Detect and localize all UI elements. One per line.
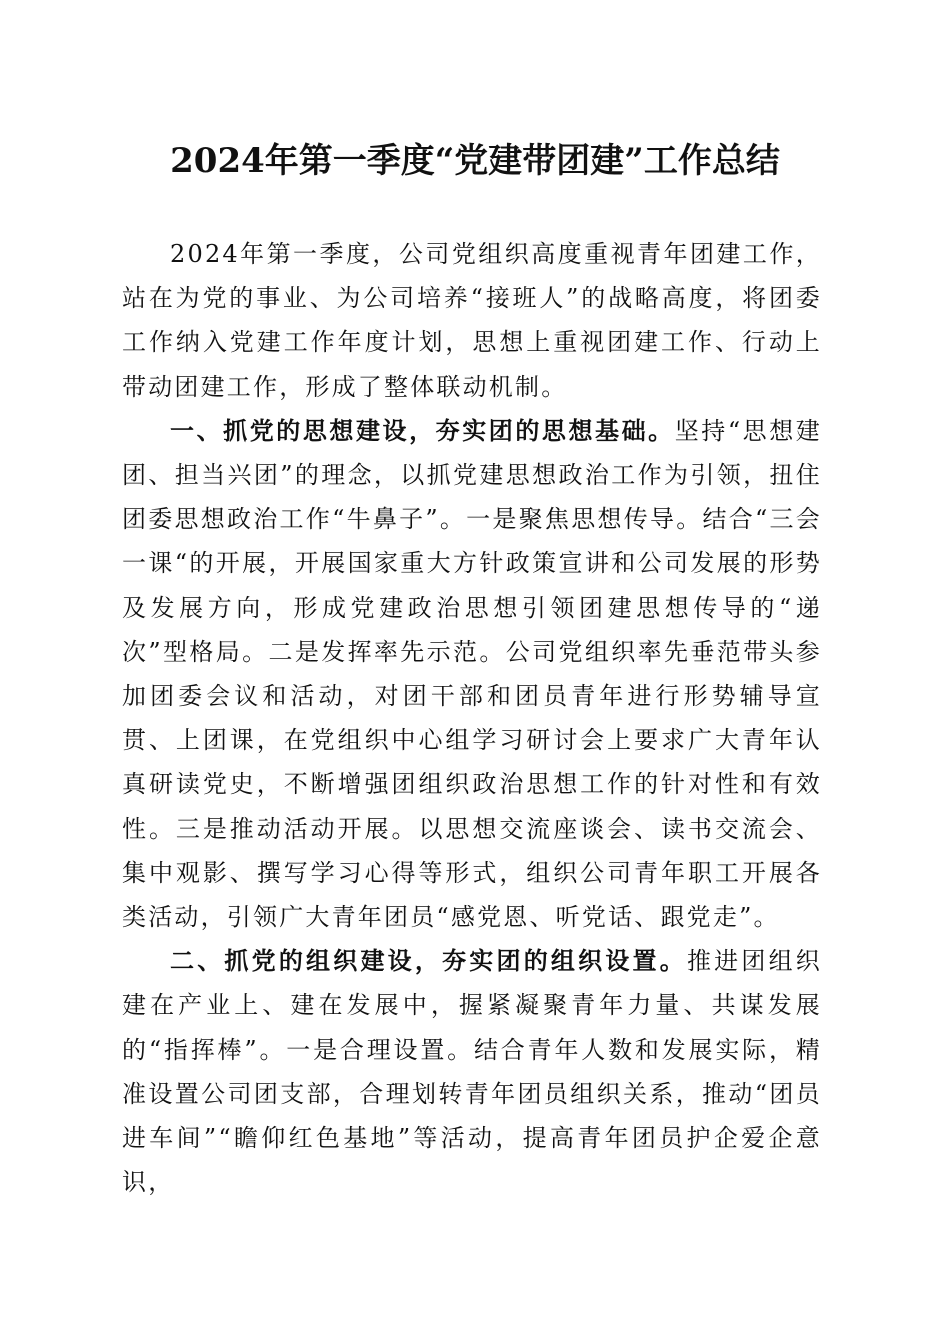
intro-paragraph <box>122 232 822 409</box>
document-title: 2024年第一季度“党建带团建”工作总结 <box>170 141 780 181</box>
section-2-heading: 二、抓党的组织建设，夯实团的组织设置。 <box>170 947 687 976</box>
section-2-paragraph <box>122 939 822 1204</box>
document-body <box>122 232 822 1204</box>
paragraph-text: 推进团组织建在产业上、建在发展中，握紧凝聚青年力量、共谋发展的“指挥棒”。一是合理设置。结合青年人数和发展实际，精准设置公司团支部，合理划转青年团员组织关系，推动“团员进车间”“瞻仰红色基地”等活动，提高青年团员护企爱企意识， <box>122 947 823 1197</box>
section-1-paragraph <box>122 409 822 939</box>
paragraph-text: 坚持“思想建团、担当兴团”的理念，以抓党建思想政治工作为引领，扭住团委思想政治工作“牛鼻子”。一是聚焦思想传导。结合“三会一课“的开展，开展国家重大方针政策宣讲和公司发展的形势及发展方向，形成党建政治思想引领团建思想传导的“递次”型格局。二是发挥率先示范。公司党组织率先垂范带头参加团委会议和活动，对团干部和团员青年进行形势辅导宣贯、上团课，在党组织中心组学习研讨会上要求广大青年认真研读党史，不断增强团组织政治思想工作的针对性和有效性。三是推动活动开展。以思想交流座谈会、读书交流会、集中观影、撰写学习心得等形式，组织公司青年职工开展各类活动，引领广大青年团员“感党恩、听党话、跟党走”。 <box>122 416 822 932</box>
paragraph-text: 2024年第一季度，公司党组织高度重视青年团建工作，站在为党的事业、为公司培养“接班人”的战略高度，将团委工作纳入党建工作年度计划，思想上重视团建工作、行动上带动团建工作，形成了整体联动机制。 <box>122 240 822 401</box>
section-1-heading: 一、抓党的思想建设，夯实团的思想基础。 <box>170 416 675 445</box>
